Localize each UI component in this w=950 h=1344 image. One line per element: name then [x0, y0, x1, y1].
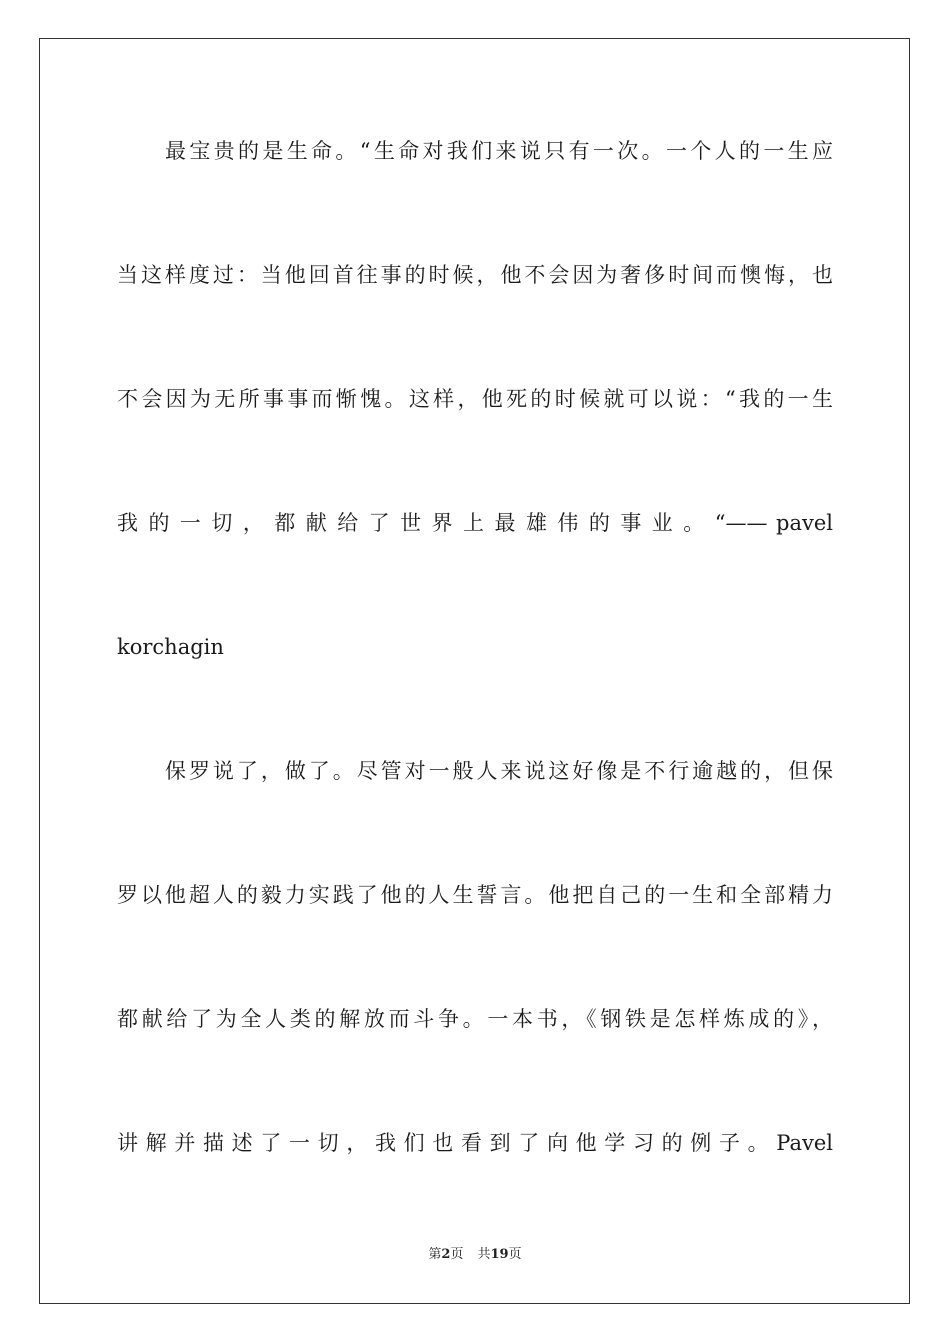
paragraph-1-line-2: 当这样度过：当他回首往事的时候，他不会因为奢侈时间而懊悔，也 [117, 263, 833, 287]
page-number: 2 [441, 1247, 451, 1262]
paragraph-1-line-5: korchagin [117, 635, 224, 659]
page-footer [0, 1246, 950, 1264]
total-suffix: 页 [508, 1247, 522, 1262]
page-prefix: 第 [428, 1247, 442, 1262]
paragraph-1-line-3: 不会因为无所事事而惭愧。这样，他死的时候就可以说：“我的一生 [117, 387, 833, 411]
page-suffix: 页 [450, 1247, 464, 1262]
paragraph-2-line-2: 罗以他超人的毅力实践了他的人生誓言。他把自己的一生和全部精力 [117, 883, 833, 907]
paragraph-1-line-4: 我 的 一 切 ， 都 献 给 了 世 界 上 最 雄 伟 的 事 业 。 “—— pavel [117, 511, 833, 535]
paragraph-2-line-1: 保罗说了，做了。尽管对一般人来说这好像是不行逾越的，但保 [165, 759, 833, 783]
paragraph-2-line-4: 讲 解 并 描 述 了 一 切 ， 我 们 也 看 到 了 向 他 学 习 的 例 子 。 Pavel [117, 1131, 833, 1155]
page-border [39, 38, 910, 1304]
paragraph-2-line-3: 都献给了为全人类的解放而斗争。一本书，《钢铁是怎样炼成的》， [117, 1007, 833, 1031]
paragraph-1-line-1: 最宝贵的是生命。“生命对我们来说只有一次。一个人的一生应 [165, 139, 833, 163]
total-pages: 19 [490, 1247, 509, 1262]
total-prefix: 共 [477, 1247, 491, 1262]
